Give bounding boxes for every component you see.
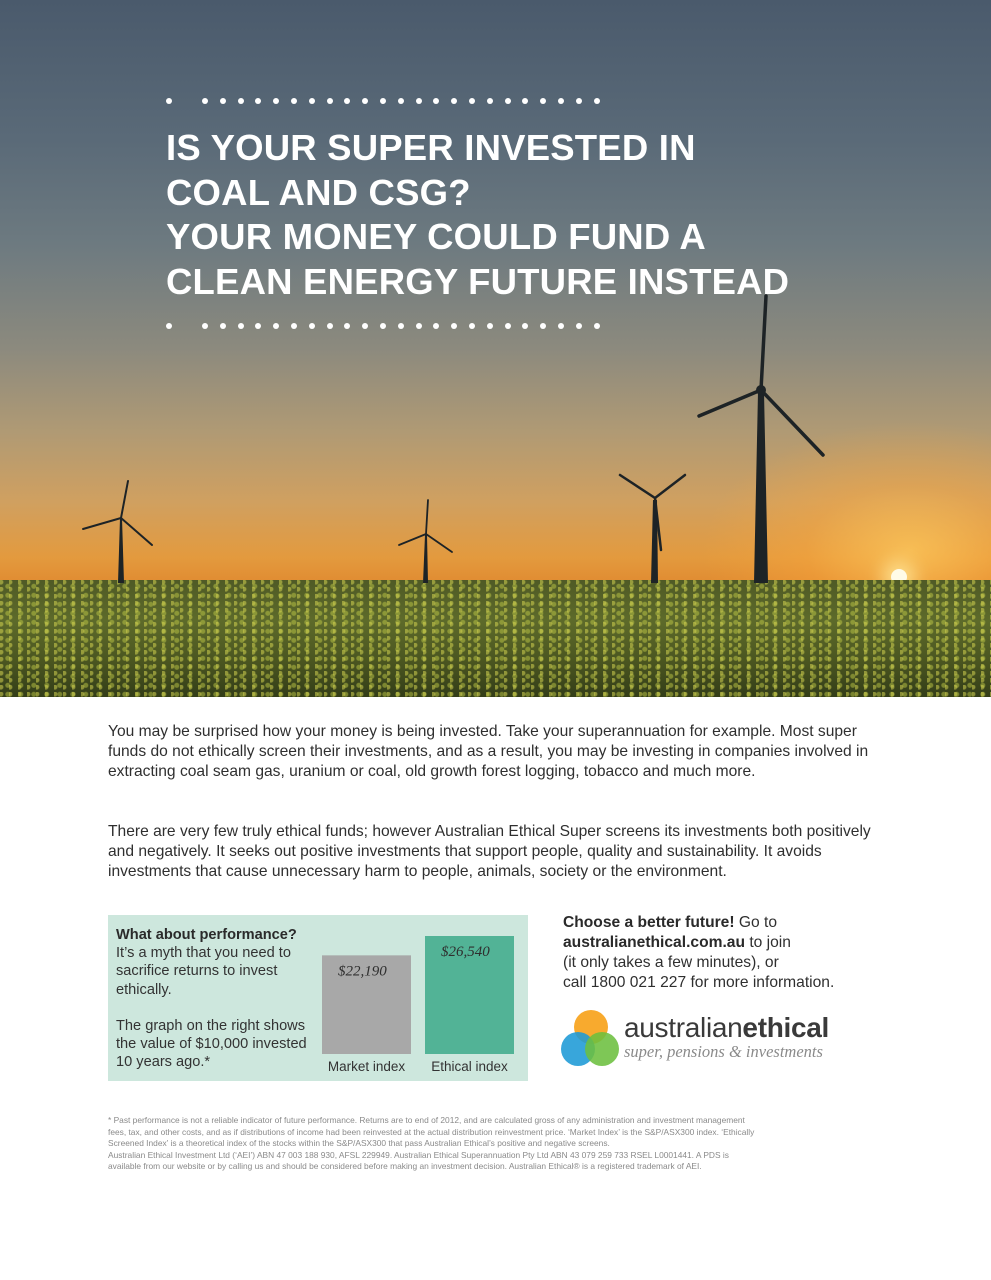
divider-dot: [433, 323, 439, 329]
divider-dot: [451, 98, 457, 104]
divider-dot: [505, 98, 511, 104]
divider-dot: [398, 323, 404, 329]
intro-paragraph: You may be surprised how your money is being invested. Take your superannuation for example. Most super funds do not ethically screen their investments, and as a result, you may be investing in companies involved in extracting coal seam gas, uranium or coal, old growth forest logging, tobacco and much more.: [108, 723, 869, 780]
divider-dot: [273, 323, 279, 329]
bar-value-label: $22,190: [338, 963, 387, 980]
cta-phone-line: call 1800 021 227 for more information.: [563, 974, 835, 991]
divider-dot: [594, 98, 600, 104]
divider-dot: [344, 98, 350, 104]
headline-line: CLEAN ENERGY FUTURE INSTEAD: [166, 260, 790, 302]
divider-dot: [238, 98, 244, 104]
divider-dot: [540, 98, 546, 104]
performance-question: What about performance?: [116, 927, 297, 943]
divider-dot: [398, 98, 404, 104]
divider-dot: [309, 98, 315, 104]
divider-dot: [576, 323, 582, 329]
wind-turbine: [399, 500, 452, 583]
divider-dot: [166, 323, 172, 329]
divider-dot: [380, 98, 386, 104]
divider-dot: [380, 323, 386, 329]
divider-dot: [522, 323, 528, 329]
performance-bar-chart: [108, 915, 528, 1081]
dotted-divider-bottom: [166, 323, 828, 331]
category-label: Market index: [327, 1059, 406, 1074]
website-link[interactable]: australianethical.com.au: [563, 934, 745, 951]
divider-dot: [487, 98, 493, 104]
disclaimer-line: Screened Index’ is a theoretical index of the stocks within the S&P/ASX300 that pass Australian Ethical’s positive and negative screens.: [108, 1138, 610, 1149]
divider-dot: [202, 323, 208, 329]
divider-dot: [344, 323, 350, 329]
divider-dot: [327, 323, 333, 329]
headline-line: YOUR MONEY COULD FUND A: [166, 216, 706, 257]
call-to-action: [563, 913, 923, 993]
ethics-paragraph: There are very few truly ethical funds; however Australian Ethical Super screens its investments both positively and negatively. It seeks out positive investments that support people, quality and sustainability. It avoids investments that cause unnecessary harm to people, animals, society or the environment.: [108, 823, 871, 880]
logo-mark: [561, 1010, 621, 1070]
disclaimer-line: * Past performance is not a reliable indicator of future performance. Returns are to end of 2012, and are calculated gross of any administration and investment management: [108, 1115, 745, 1125]
logo-name-bold: ethical: [742, 1012, 830, 1043]
cta-line-3: (it only takes a few minutes), or: [563, 954, 779, 971]
divider-dot: [291, 98, 297, 104]
divider-dot: [433, 98, 439, 104]
performance-myth-text: It’s a myth that you need to sacrifice returns to invest ethically.: [116, 945, 291, 998]
disclaimer-line: fees, tax, and other costs, and as if distributions of income had been reinvested at the actual distribution reinvestment price. ‘Market Index’ is the S&P/ASX300 index. ‘Ethically: [108, 1126, 755, 1137]
performance-graph-note: The graph on the right shows the value of $10,000 invested 10 years ago.*: [116, 1017, 307, 1071]
divider-dot: [540, 323, 546, 329]
divider-dot: [469, 323, 475, 329]
divider-dot: [558, 323, 564, 329]
cta-go-to: Go to: [734, 914, 778, 931]
headline-line: COAL AND CSG?: [166, 171, 471, 213]
divider-dot: [291, 323, 297, 329]
headline: [166, 126, 846, 304]
wind-turbine: [83, 481, 152, 583]
logo-circle-green: [585, 1032, 619, 1066]
logo-tagline: super, pensions & investments: [624, 1042, 823, 1061]
wind-turbine: [620, 475, 685, 583]
divider-dot: [522, 98, 528, 104]
disclaimer-line: available from our website or by calling us and should be considered before making an investment decision. Australian Ethical® is a registered trademark of AEI.: [108, 1161, 702, 1172]
dotted-divider-top: [166, 98, 828, 106]
headline-line: IS YOUR SUPER INVESTED IN: [166, 127, 696, 168]
divider-dot: [255, 98, 261, 104]
cta-to-join: to join: [745, 934, 791, 951]
logo-wordmark: [624, 1012, 829, 1061]
divider-dot: [309, 323, 315, 329]
divider-dot: [416, 98, 422, 104]
divider-dot: [576, 98, 582, 104]
divider-dot: [362, 323, 368, 329]
divider-dot: [255, 323, 261, 329]
logo-name-light: australian: [624, 1012, 743, 1043]
divider-dot: [594, 323, 600, 329]
category-label: Ethical index: [431, 1059, 508, 1074]
divider-dot: [238, 323, 244, 329]
divider-dot: [327, 98, 333, 104]
disclaimer: [108, 1115, 888, 1173]
bar-value-label: $26,540: [441, 944, 490, 960]
divider-dot: [166, 98, 172, 104]
divider-dot: [469, 98, 475, 104]
divider-dot: [505, 323, 511, 329]
divider-dot: [220, 323, 226, 329]
disclaimer-line: Australian Ethical Investment Ltd (‘AEI’) ABN 47 003 188 930, AFSL 229949. Australian Ethical Superannuation Pty Ltd ABN 43 079 259 733 RSEL L0001441. A PDS is: [108, 1149, 729, 1160]
cta-heading: Choose a better future!: [563, 914, 735, 931]
divider-dot: [487, 323, 493, 329]
divider-dot: [273, 98, 279, 104]
divider-dot: [451, 323, 457, 329]
divider-dot: [202, 98, 208, 104]
wind-turbine: [699, 296, 823, 583]
divider-dot: [558, 98, 564, 104]
divider-dot: [220, 98, 226, 104]
divider-dot: [416, 323, 422, 329]
divider-dot: [362, 98, 368, 104]
